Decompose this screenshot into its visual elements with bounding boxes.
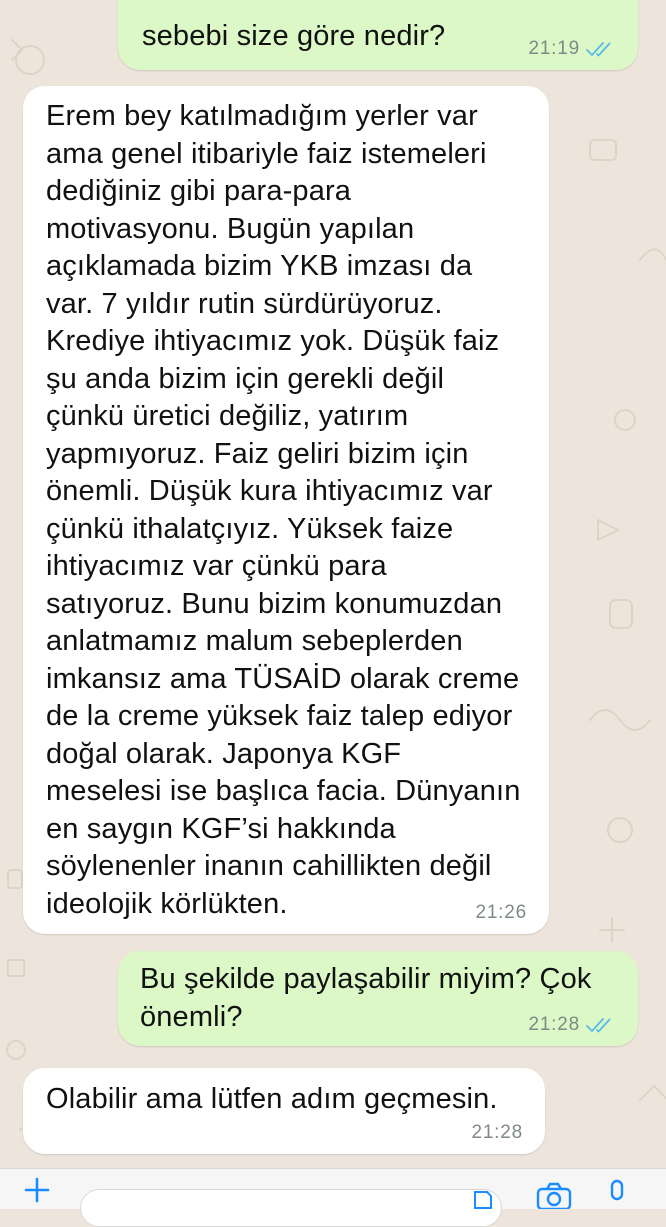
plus-icon[interactable]: [22, 1175, 52, 1205]
message-text: Bu şekilde paylaşabilir miyim? Çok önemli?: [140, 963, 592, 1033]
message-time: 21:28: [528, 1014, 580, 1035]
microphone-icon[interactable]: [606, 1179, 628, 1209]
message-text: Erem bey katılmadığım yerler var ama genel itibariyle faiz istemeleri dediğiniz gibi para-para motivasyonu. Bugün yapılan açıklamada bizim YKB imzası da var. 7 yıldır rutin sürdürüyoruz. Krediye ihtiyacımız yok. Düşük faiz şu anda bizim için gerekli değil çünkü üretici değiliz, yatırım yapmıyoruz. Faiz geliri bizim için önemli. Düşük kura ihtiyacımız var çünkü ithalatçıyız. Yüksek faize ihtiyacımız var çünkü para satıyoruz. Bunu bizim konumuzdan anlatmamız malum sebeplerden imkansız ama TÜSAİD olarak creme de la creme yüksek faiz talep ediyor doğal olarak. Japonya KGF meselesi ise başlıca facia. Dünyanın en saygın KGF’si hakkında söylenenler inanın cahillikten değil ideolojik körlükten.: [46, 100, 521, 920]
message-time: 21:26: [475, 902, 527, 923]
message-text: Olabilir ama lütfen adım geçmesin.: [46, 1083, 498, 1115]
double-check-icon: [586, 1017, 616, 1033]
message-meta: [528, 38, 616, 60]
message-input[interactable]: [80, 1189, 502, 1227]
camera-icon[interactable]: [536, 1181, 572, 1209]
message-meta: [528, 1014, 616, 1036]
outgoing-message[interactable]: [118, 951, 638, 1046]
message-input-bar: [0, 1168, 666, 1209]
incoming-message[interactable]: [23, 86, 549, 934]
outgoing-message[interactable]: [118, 0, 638, 70]
incoming-message[interactable]: [23, 1068, 545, 1154]
double-check-icon: [586, 41, 616, 57]
message-meta: [471, 1122, 523, 1144]
message-time: 21:19: [528, 38, 580, 59]
message-meta: [475, 902, 527, 924]
message-text: sebebi size göre nedir?: [142, 20, 446, 52]
sticker-icon[interactable]: [471, 1188, 495, 1212]
message-time: 21:28: [471, 1122, 523, 1143]
